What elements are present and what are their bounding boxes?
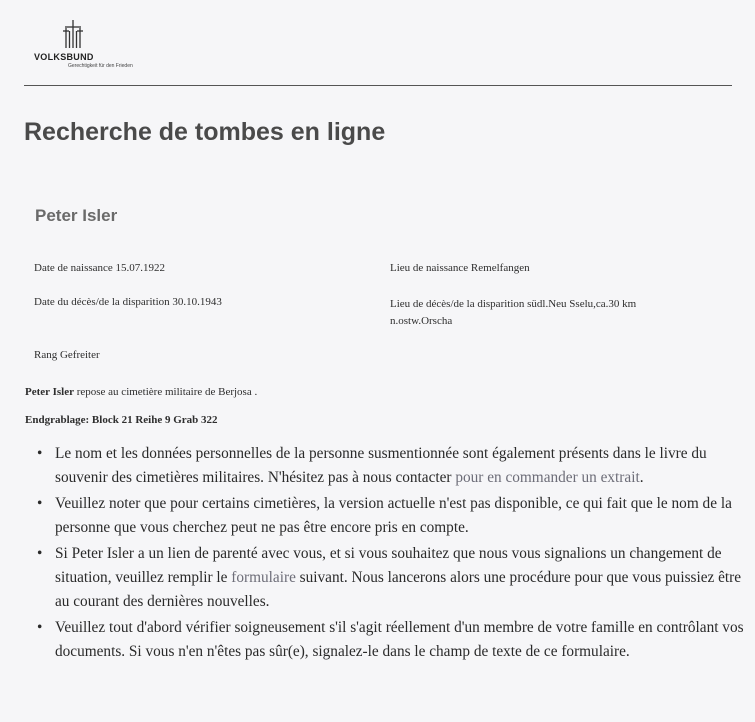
bullet-icon: • <box>37 445 43 462</box>
order-extract-link[interactable]: pour en commander un extrait <box>455 469 640 486</box>
grave-location: Endgrablage: Block 21 Reihe 9 Grab 322 <box>25 414 218 426</box>
resting-place <box>25 386 257 398</box>
volksbund-logo[interactable] <box>32 18 142 74</box>
resting-text: repose au cimetière militaire de Berjosa . <box>73 386 258 398</box>
note-text: Veuillez noter que pour certains cimetières, la version actuelle n'est pas disponible, ce qui fait que le nom de la personne que vous cherchez peut ne pas être encore pris en compte. <box>55 495 732 536</box>
death-date: Date du décès/de la disparition 30.10.1943 <box>34 296 222 308</box>
note-text: Veuillez tout d'abord vérifier soigneusement s'il s'agit réellement d'un membre de votre famille en contrôlant vos documents. Si vous n'en n'êtes pas sûr(e), signalez-le dans le champ de texte de ce formulaire. <box>55 619 744 660</box>
bullet-icon: • <box>37 495 43 512</box>
notes-list <box>33 442 745 666</box>
birth-place: Lieu de naissance Remelfangen <box>390 262 530 274</box>
logo-name: VOLKSBUND <box>34 52 94 62</box>
resting-person-name: Peter Isler <box>25 386 74 398</box>
note-text-end: . <box>639 469 644 486</box>
form-link[interactable]: formulaire <box>231 569 296 586</box>
bullet-icon: • <box>37 619 43 636</box>
note-text: Si Peter Isler a un lien de parenté avec vous, et si vous souhaitez que nous vous signalions un changement de situation, veuillez remplir le <box>55 545 722 586</box>
logo-tagline: Gerechtigkeit für den Frieden <box>68 63 133 69</box>
list-item <box>33 542 745 614</box>
rank: Rang Gefreiter <box>34 349 100 361</box>
page-title: Recherche de tombes en ligne <box>24 118 386 146</box>
crosses-icon <box>58 18 88 50</box>
note-text-end: suivant. Nous lancerons alors une procédure pour que vous puissiez être au courant des dernières nouvelles. <box>55 569 742 610</box>
bullet-icon: • <box>37 545 43 562</box>
birth-date: Date de naissance 15.07.1922 <box>34 262 166 274</box>
death-place: Lieu de décès/de la disparition südl.Neu Sselu,ca.30 km n.ostw.Orscha <box>390 298 637 327</box>
list-item <box>33 442 745 490</box>
list-item <box>33 616 745 664</box>
note-text: Le nom et les données personnelles de la personne susmentionnée sont également présents dans le livre du souvenir des cimetières militaires. N'hésitez pas à nous contacter <box>55 445 707 486</box>
list-item <box>33 492 745 540</box>
person-name: Peter Isler <box>35 206 118 225</box>
header-divider <box>24 85 732 86</box>
